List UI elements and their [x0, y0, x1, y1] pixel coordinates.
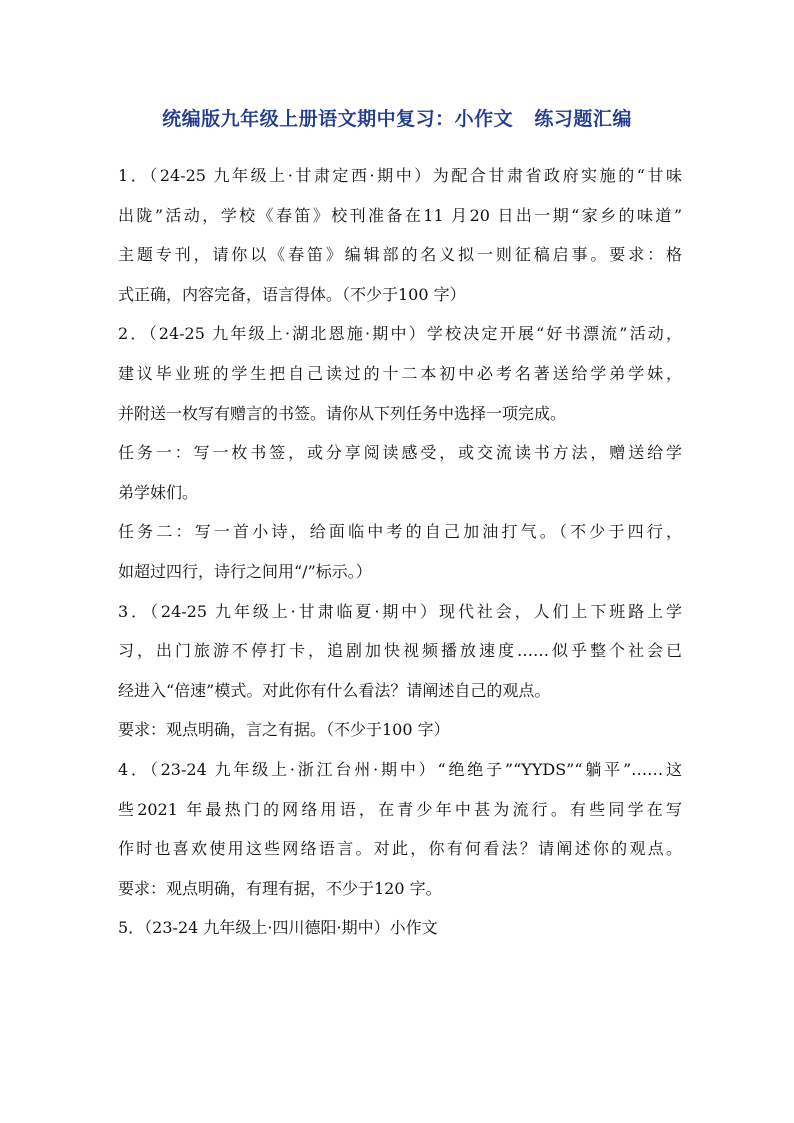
- text-line: 并附送一枚写有赠言的书签。请你从下列任务中选择一项完成。: [118, 403, 567, 423]
- text-line: 5．（23-24 九年级上·四川德阳·期中）小作文: [118, 918, 438, 938]
- text-line: 经进入“倍速”模式。对此你有什么看法？请阐述自己的观点。: [118, 680, 551, 700]
- text-line: 任务一：写一枚书签，或分享阅读感受，或交流读书方法，赠送给学: [118, 443, 682, 463]
- text-line: 些2021 年最热门的网络用语，在青少年中甚为流行。有些同学在写: [118, 799, 682, 819]
- text-line: 如超过四行，诗行之间用“/”标示。）: [118, 561, 372, 581]
- text-line: 出陇”活动，学校《春笛》校刊准备在11 月20 日出一期“家乡的味道”: [118, 205, 682, 225]
- text-line: 1．（24-25 九年级上·甘肃定西·期中）为配合甘肃省政府实施的“甘味: [118, 166, 682, 185]
- text-line: 习，出门旅游不停打卡，追剧加快视频播放速度……似乎整个社会已: [118, 641, 682, 661]
- text-line: 式正确，内容完备，语言得体。（不少于100 字）: [118, 284, 466, 304]
- text-line: 任务二：写一首小诗，给面临中考的自己加油打气。（不少于四行，: [118, 522, 682, 542]
- text-line: 作时也喜欢使用这些网络语言。对此，你有何看法？请阐述你的观点。: [118, 839, 682, 859]
- text-line: 要求：观点明确，言之有据。（不少于100 字）: [118, 720, 450, 740]
- text-line: 4．（23-24 九年级上·浙江台州·期中）“绝绝子”“YYDS”“躺平”……这: [118, 759, 682, 779]
- text-line: 弟学妹们。: [118, 482, 199, 502]
- document-body: [118, 156, 682, 948]
- text-line: 2．（24-25 九年级上·湖北恩施·期中）学校决定开展“好书漂流”活动，: [118, 324, 682, 344]
- text-line: 主题专刊，请你以《春笛》编辑部的名义拟一则征稿启事。要求：格: [118, 245, 682, 265]
- text-line: 建议毕业班的学生把自己读过的十二本初中必考名著送给学弟学妹，: [118, 363, 682, 383]
- text-line: 3．（24-25 九年级上·甘肃临夏·期中）现代社会，人们上下班路上学: [118, 601, 682, 621]
- text-line: 要求：观点明确，有理有据，不少于120 字。: [118, 878, 442, 898]
- page-title: 统编版九年级上册语文期中复习：小作文 练习题汇编: [162, 108, 632, 130]
